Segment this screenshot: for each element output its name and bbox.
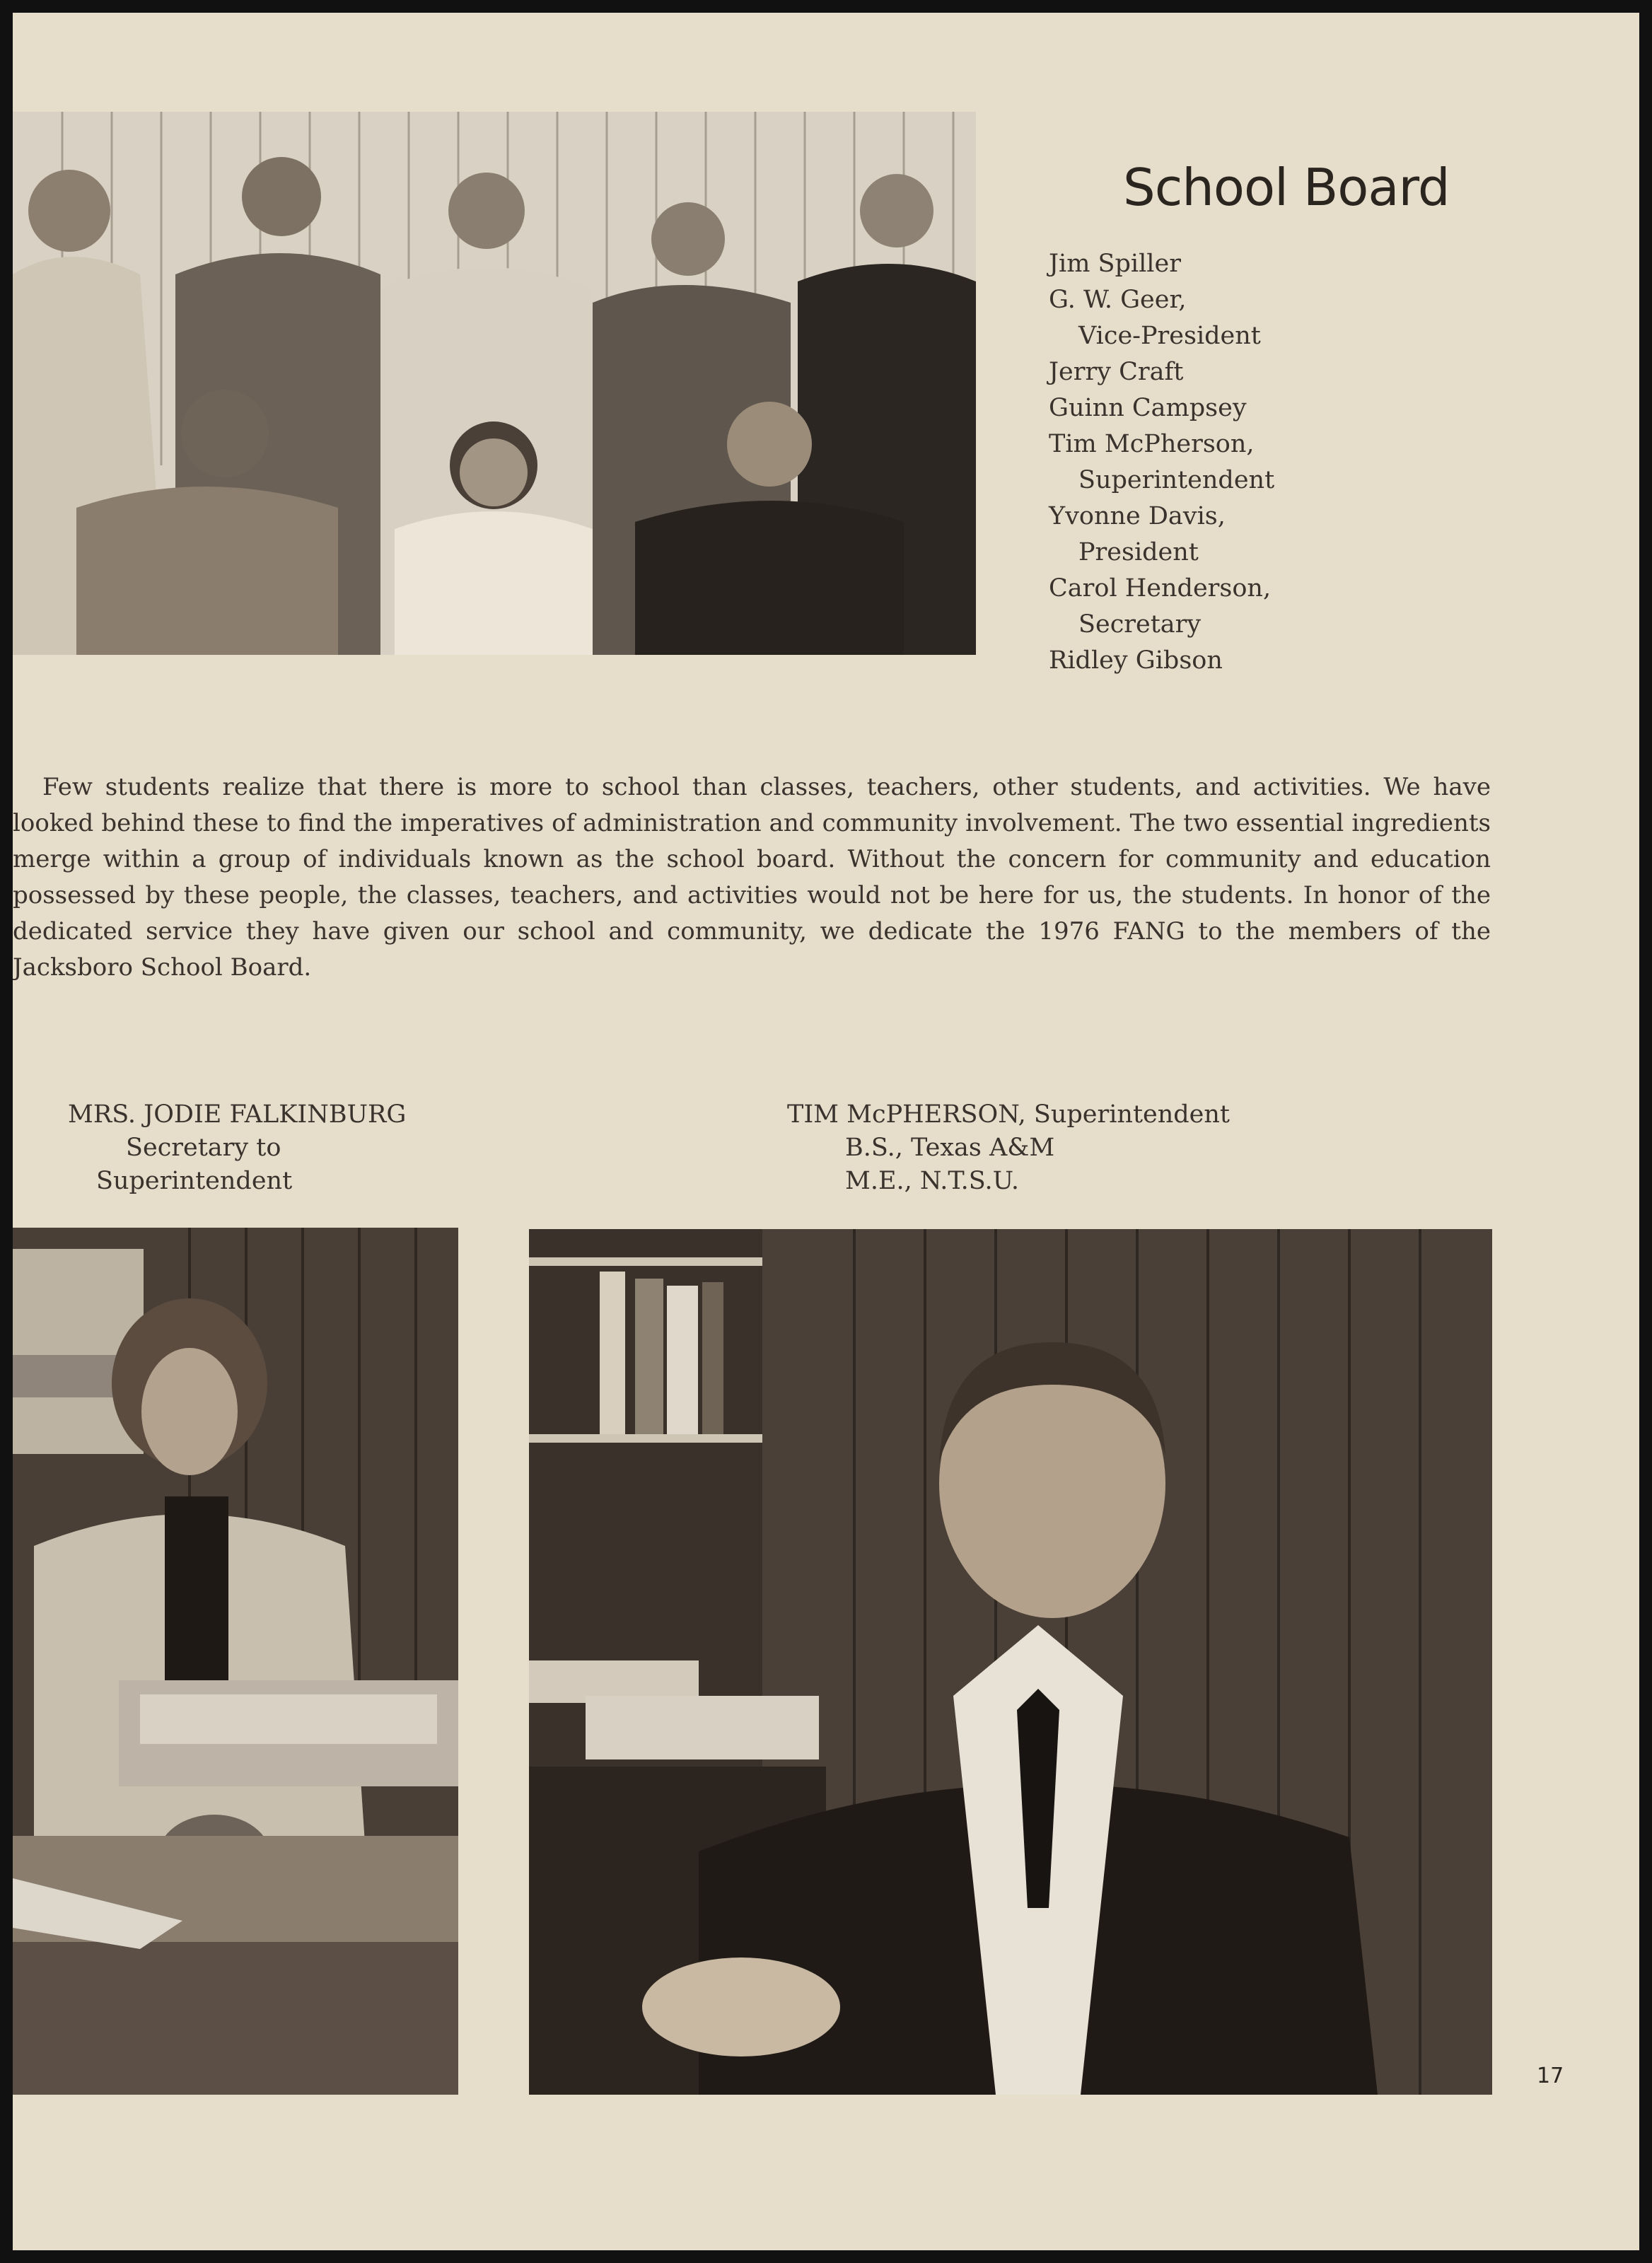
caption-degree: M.E., N.T.S.U. bbox=[845, 1167, 1019, 1195]
member-name: G. W. Geer, bbox=[1049, 286, 1187, 314]
member-name: Tim McPherson, bbox=[1049, 430, 1255, 458]
member-name: Jerry Craft bbox=[1049, 358, 1184, 386]
member-role: Secretary bbox=[1078, 610, 1202, 639]
member-name: Carol Henderson, bbox=[1049, 574, 1272, 603]
list-item bbox=[1049, 426, 1274, 499]
caption-title: Superintendent bbox=[96, 1167, 293, 1195]
list-item bbox=[1049, 499, 1274, 571]
dedication-paragraph: Few students realize that there is more to school than classes, teachers, other students, and activities. We have looked behind these to find the imperatives of administration and community involvement. The two essential ingredients merge within a group of individuals known as the school board. Without the concern for community and education possessed by these people, the classes, teachers, and activities would not be here for us, the students. In honor of the dedicated service they have given our school and community, we dedicate the 1976 FANG to the members of the Jacksboro School Board. bbox=[13, 773, 1491, 982]
superintendent-photo bbox=[529, 1229, 1492, 2095]
page-title: School Board bbox=[1123, 158, 1450, 217]
yearbook-page bbox=[13, 13, 1639, 2250]
member-role: President bbox=[1078, 538, 1199, 566]
secretary-caption bbox=[68, 1098, 406, 1198]
list-item bbox=[1049, 571, 1274, 643]
caption-name: TIM McPHERSON, Superintendent bbox=[787, 1100, 1231, 1129]
list-item bbox=[1049, 643, 1274, 679]
list-item bbox=[1049, 354, 1274, 390]
board-member-list bbox=[1049, 246, 1274, 679]
secretary-photo bbox=[13, 1228, 458, 2095]
member-role: Vice-President bbox=[1078, 322, 1261, 350]
list-item bbox=[1049, 282, 1274, 354]
school-board-group-photo bbox=[13, 112, 976, 655]
member-name: Yvonne Davis, bbox=[1049, 502, 1226, 530]
page-number: 17 bbox=[1537, 2064, 1564, 2088]
list-item bbox=[1049, 390, 1274, 426]
caption-degree: B.S., Texas A&M bbox=[845, 1134, 1055, 1162]
member-name: Jim Spiller bbox=[1049, 250, 1181, 278]
superintendent-caption bbox=[787, 1098, 1230, 1198]
member-name: Ridley Gibson bbox=[1049, 646, 1223, 675]
caption-title: Secretary to bbox=[126, 1134, 281, 1162]
list-item bbox=[1049, 246, 1274, 282]
caption-name: MRS. JODIE FALKINBURG bbox=[68, 1100, 407, 1129]
member-role: Superintendent bbox=[1078, 466, 1275, 494]
member-name: Guinn Campsey bbox=[1049, 394, 1247, 422]
